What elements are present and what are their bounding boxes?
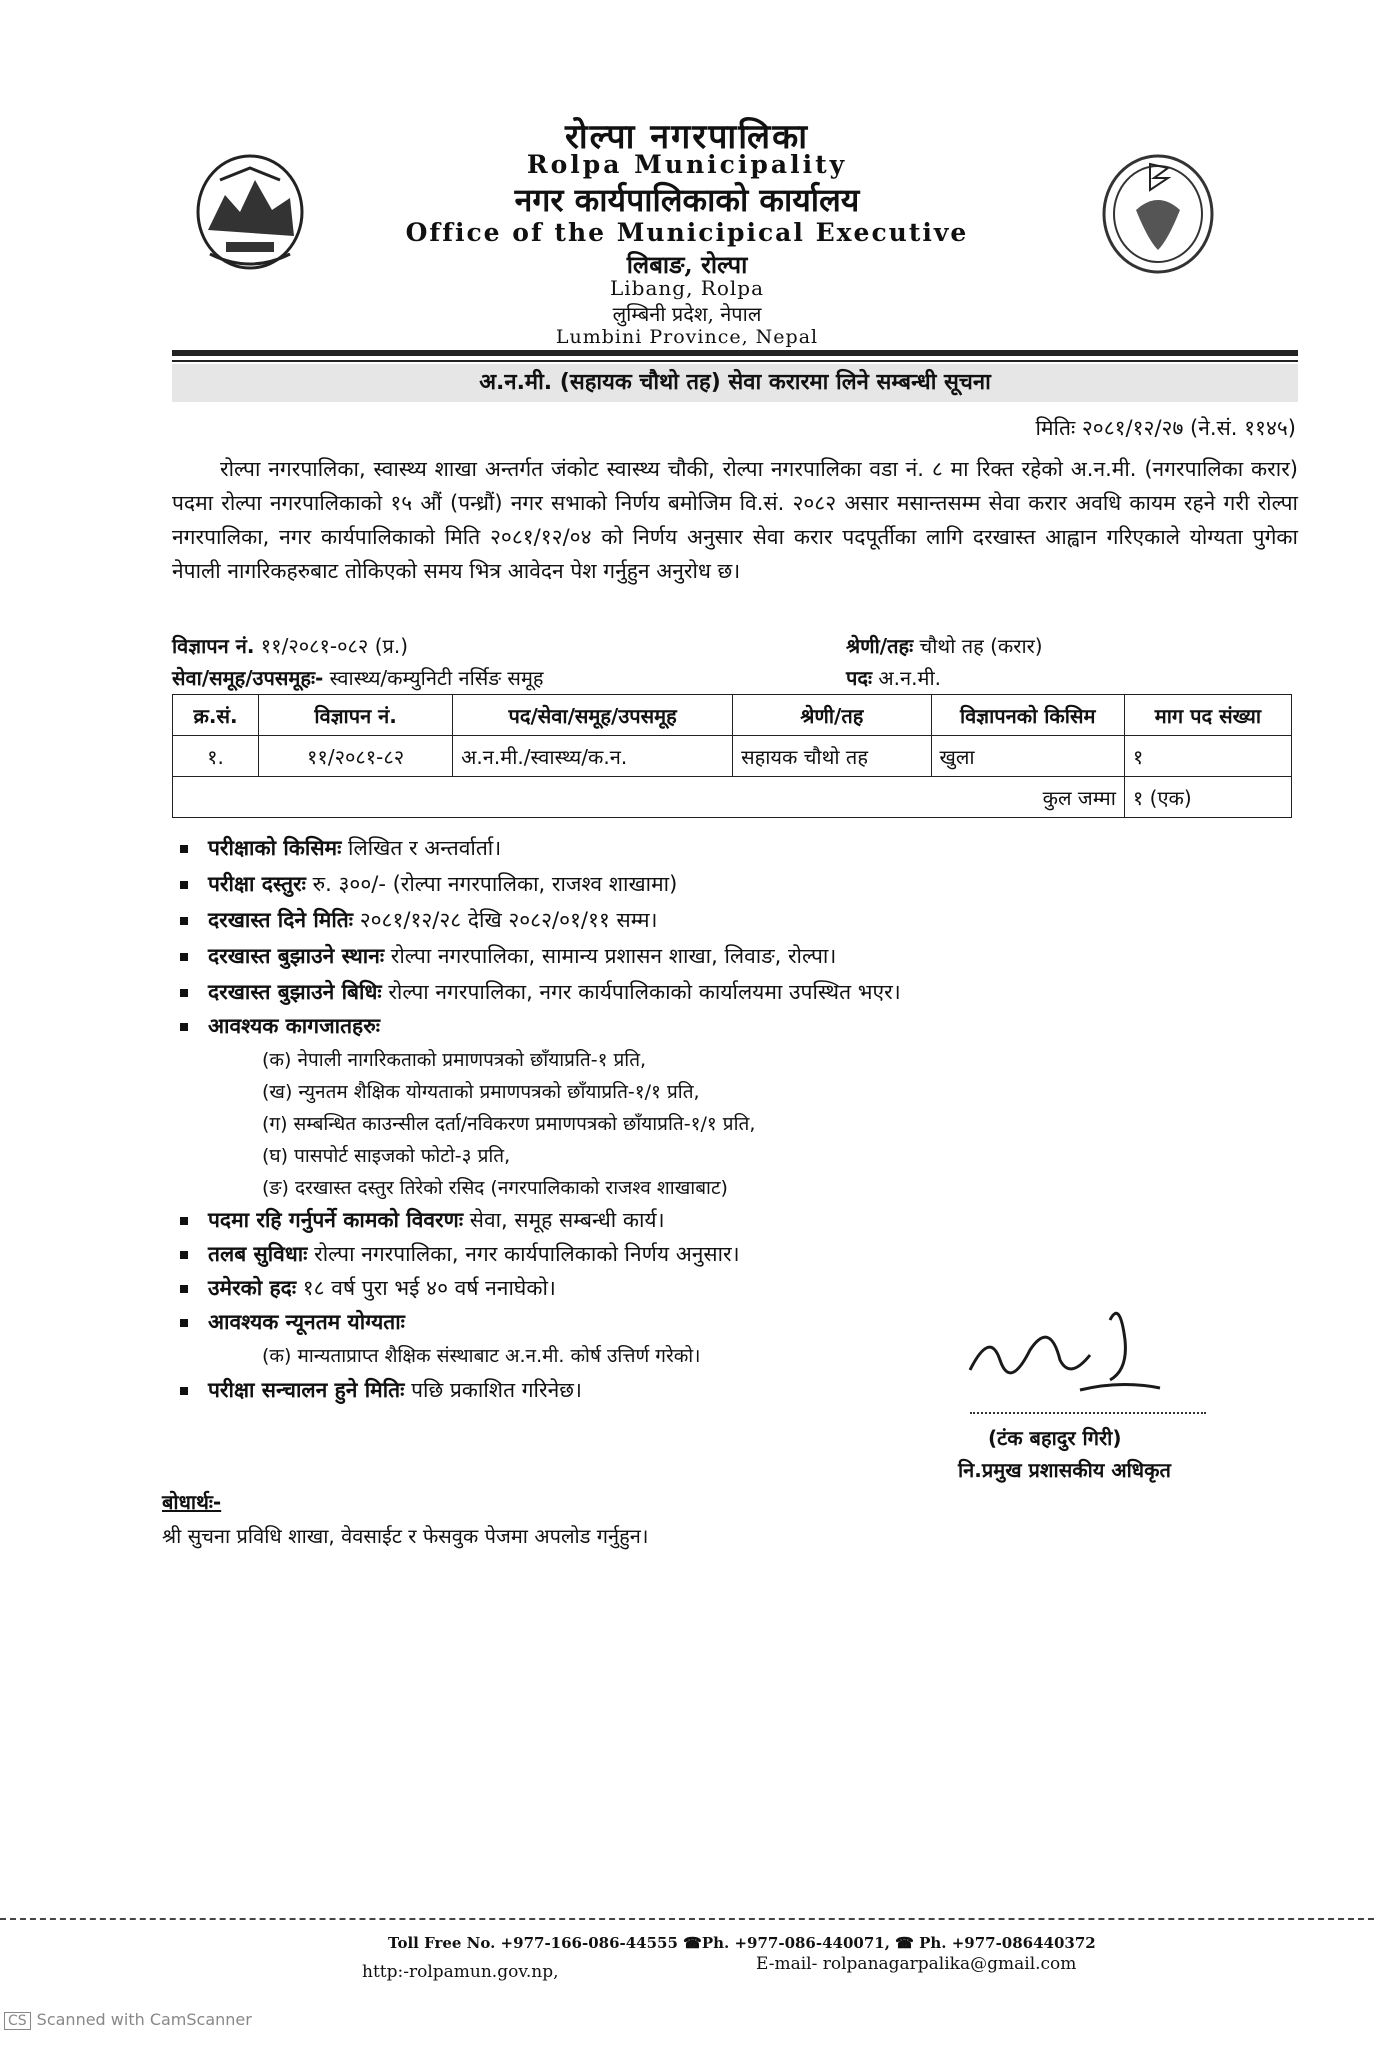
- list-item: आवश्यक न्यूनतम योग्यताः: [180, 1308, 405, 1336]
- table-header-row: [173, 695, 1292, 736]
- advertisement-number: विज्ञापन नं. ११/२०८१-०८२ (प्र.): [172, 634, 409, 658]
- total-value: १ (एक): [1124, 777, 1291, 818]
- table-cell: १.: [173, 736, 259, 777]
- list-item: पदमा रहि गर्नुपर्ने कामको विवरणः सेवा, समूह सम्बन्धी कार्य।: [180, 1206, 665, 1234]
- document-item: (घ) पासपोर्ट साइजको फोटो-३ प्रति,: [262, 1145, 511, 1167]
- table-cell: १: [1124, 736, 1291, 777]
- header-divider: [172, 350, 1298, 356]
- table-cell: सहायक चौथो तह: [733, 736, 931, 777]
- footer-divider: [0, 1918, 1374, 1920]
- column-header: विज्ञापन नं.: [259, 695, 453, 736]
- column-header: क्र.सं.: [173, 695, 259, 736]
- notice-date: मितिः २०८१/१२/२७ (ने.सं. ११४५): [1035, 416, 1296, 440]
- list-item: दरखास्त बुझाउने बिधिः रोल्पा नगरपालिका, नगर कार्यपालिकाको कार्यालयमा उपस्थित भएर।: [180, 978, 901, 1006]
- scanner-text: Scanned with CamScanner: [36, 2010, 252, 2029]
- total-label: कुल जम्मा: [173, 777, 1125, 818]
- column-header: माग पद संख्या: [1124, 695, 1291, 736]
- signature-icon: [960, 1300, 1200, 1410]
- document-item: (क) नेपाली नागरिकताको प्रमाणपत्रको छाँयाप्रति-१ प्रति,: [262, 1049, 647, 1071]
- header-divider-thin: [172, 360, 1298, 362]
- service-group: सेवा/समूह/उपसमूहः- स्वास्थ्य/कम्युनिटी नर्सिङ समूह: [172, 666, 544, 690]
- office-name-en: Office of the Municipical Executive: [405, 218, 969, 247]
- camscanner-badge: CS: [4, 2012, 31, 2030]
- post: पदः अ.न.मी.: [846, 666, 941, 690]
- place-en: Libang, Rolpa: [609, 276, 765, 300]
- signatory-designation: नि.प्रमुख प्रशासकीय अधिकृत: [958, 1458, 1171, 1482]
- column-header: विज्ञापनको किसिम: [931, 695, 1124, 736]
- footer-email: E-mail- rolpanagarpalika@gmail.com: [756, 1954, 1077, 1974]
- municipality-name-en: Rolpa Municipality: [526, 150, 848, 179]
- table-row: [173, 736, 1292, 777]
- list-item: दरखास्त दिने मितिः २०८१/१२/२८ देखि २०८२/०१/११ सम्म।: [180, 906, 658, 934]
- footer-website: http:-rolpamun.gov.np,: [362, 1962, 559, 1982]
- document-item: (ख) न्युनतम शैक्षिक योग्यताको प्रमाणपत्रको छाँयाप्रति-१/१ प्रति,: [262, 1081, 700, 1103]
- list-item: तलब सुविधाः रोल्पा नगरपालिका, नगर कार्यपालिकाको निर्णय अनुसार।: [180, 1240, 740, 1268]
- province-en: Lumbini Province, Nepal: [555, 326, 819, 348]
- province-np: लुम्बिनी प्रदेश, नेपाल: [612, 302, 762, 326]
- table-cell: ११/२०८१-८२: [259, 736, 453, 777]
- list-item: परीक्षा सन्चालन हुने मितिः पछि प्रकाशित गरिनेछ।: [180, 1376, 582, 1404]
- cc-text: श्री सुचना प्रविधि शाखा, वेवसाईट र फेसवुक पेजमा अपलोड गर्नुहुन।: [162, 1524, 649, 1548]
- list-item: परीक्षाको किसिमः लिखित र अन्तर्वार्ता।: [180, 834, 501, 862]
- list-item: आवश्यक कागजातहरुः: [180, 1012, 380, 1040]
- document-item: (ग) सम्बन्धित काउन्सील दर्ता/नविकरण प्रमाणपत्रको छाँयाप्रति-१/१ प्रति,: [262, 1113, 756, 1135]
- list-item: उमेरको हदः १८ वर्ष पुरा भई ४० वर्ष ननाघेको।: [180, 1274, 556, 1302]
- column-header: पद/सेवा/समूह/उपसमूह: [453, 695, 733, 736]
- scanner-watermark: [4, 2010, 252, 2030]
- cc-heading: बोधार्थः-: [162, 1490, 222, 1514]
- signature-line: [970, 1412, 1206, 1414]
- qualification-item: (क) मान्यताप्राप्त शैक्षिक संस्थाबाट अ.न.मी. कोर्ष उत्तिर्ण गरेको।: [262, 1345, 701, 1367]
- signatory-name: (टंक बहादुर गिरी): [988, 1426, 1122, 1450]
- table-total-row: [173, 777, 1292, 818]
- list-item: दरखास्त बुझाउने स्थानः रोल्पा नगरपालिका, सामान्य प्रशासन शाखा, लिवाङ, रोल्पा।: [180, 942, 836, 970]
- list-item: परीक्षा दस्तुरः रु. ३००/- (रोल्पा नगरपालिका, राजश्व शाखामा): [180, 870, 677, 898]
- column-header: श्रेणी/तह: [733, 695, 931, 736]
- place-np: लिबाङ, रोल्पा: [626, 250, 748, 279]
- municipality-name-np: रोल्पा नगरपालिका: [564, 117, 810, 157]
- notice-title: अ.न.मी. (सहायक चौथो तह) सेवा करारमा लिने सम्बन्धी सूचना: [172, 364, 1298, 402]
- table-cell: अ.न.मी./स्वास्थ्य/क.न.: [453, 736, 733, 777]
- office-name-np: नगर कार्यपालिकाको कार्यालय: [514, 181, 860, 219]
- footer-phones: Toll Free No. +977-166-086-44555 ☎Ph. +977-086-440071, ☎ Ph. +977-086440372: [388, 1934, 1096, 1952]
- vacancy-table: [172, 694, 1292, 818]
- notice-body: रोल्पा नगरपालिका, स्वास्थ्य शाखा अन्तर्गत जंकोट स्वास्थ्य चौकी, रोल्पा नगरपालिका वडा नं. ८ मा रिक्त रहेको अ.न.मी. (नगरपालिका करार) पदमा रोल्पा नगरपालिकाको १५ औं (पन्ध्रौं) नगर सभाको निर्णय बमोजिम वि.सं. २०८२ असार मसान्तसम्म सेवा करार अवधि कायम रहने गरी रोल्पा नगरपालिका, नगर कार्यपालिकाको मिति २०८१/१२/०४ को निर्णय अनुसार सेवा करार पदपूर्तीका लागि दरखास्त आह्वान गरिएकाले योग्यता पुगेका नेपाली नागरिकहरुबाट तोकिएको समय भित्र आवेदन पेश गर्नुहुन अनुरोध छ।: [172, 457, 1298, 583]
- level: श्रेणी/तहः चौथो तह (करार): [846, 634, 1043, 658]
- table-cell: खुला: [931, 736, 1124, 777]
- document-item: (ङ) दरखास्त दस्तुर तिरेको रसिद (नगरपालिकाको राजश्व शाखाबाट): [262, 1177, 728, 1199]
